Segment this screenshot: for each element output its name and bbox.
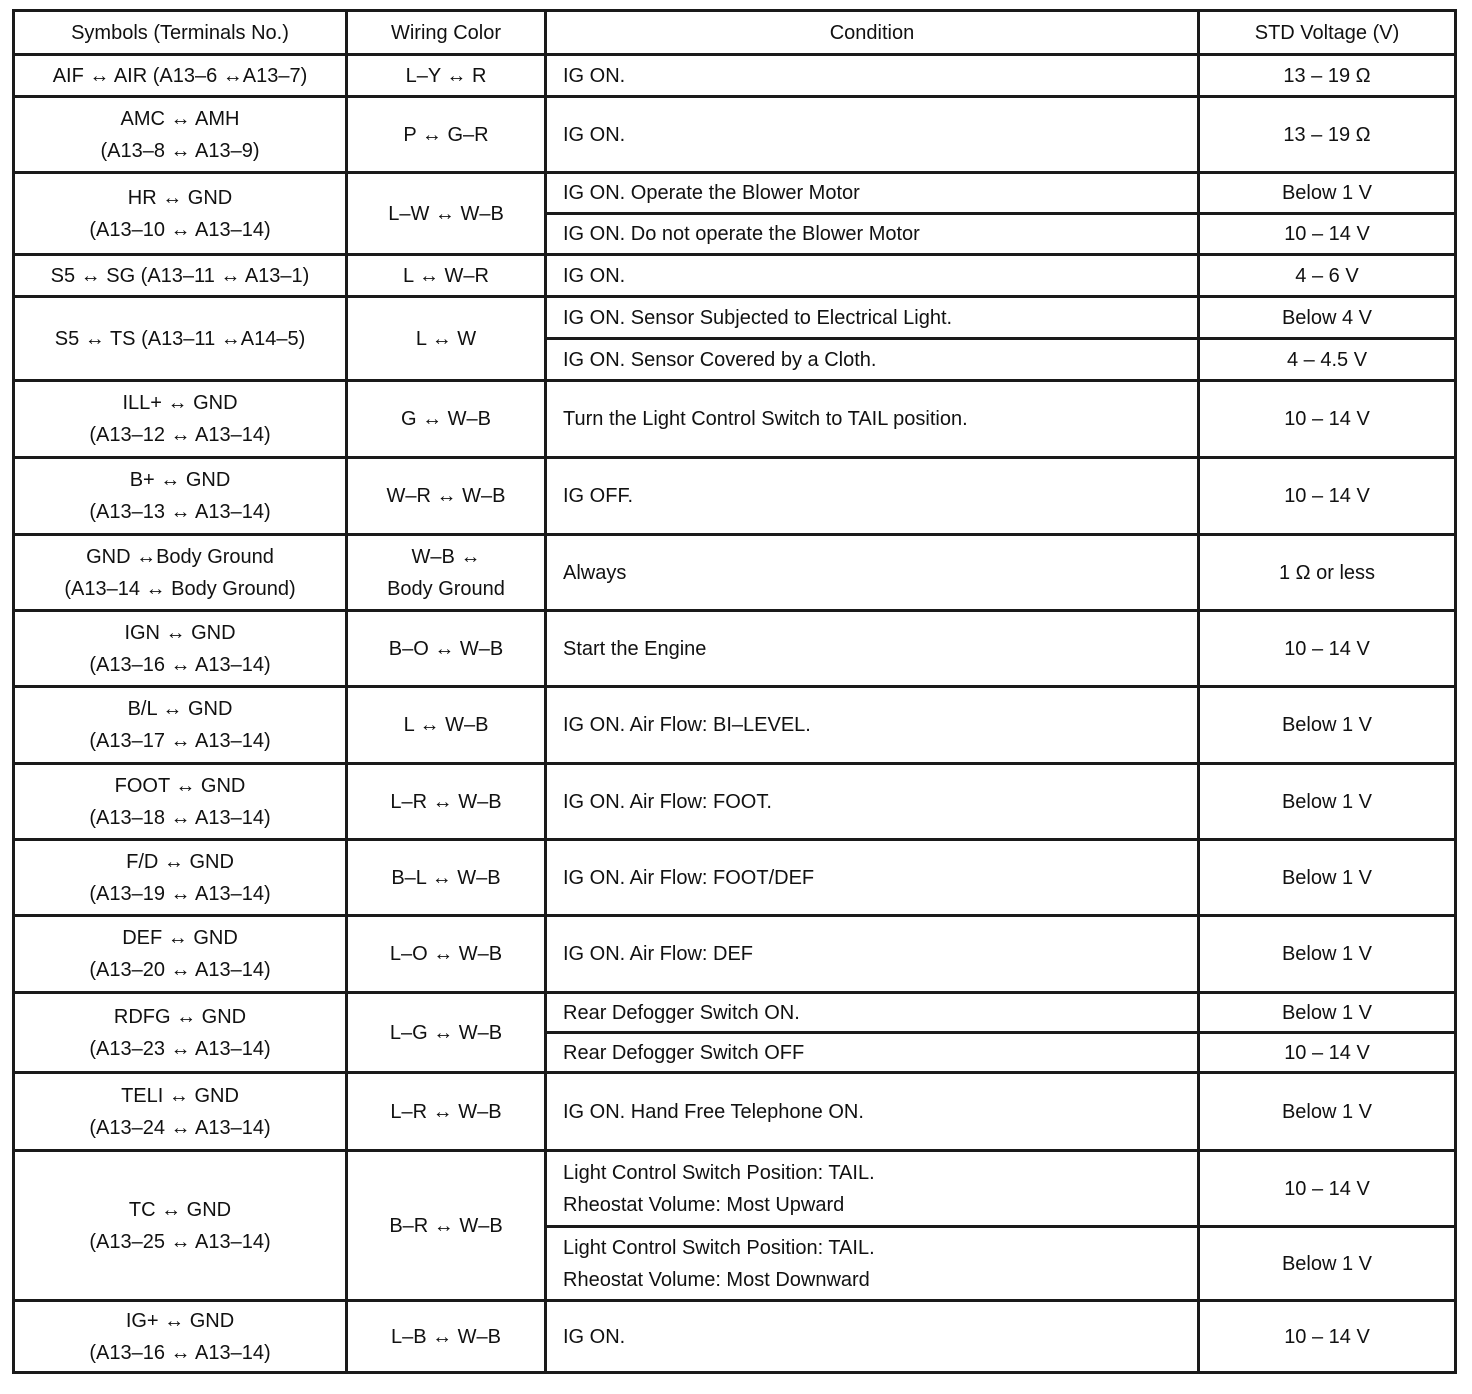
symbol-cell: B/L ↔ GND (A13–17 ↔ A13–14) [14,687,347,764]
condition-cell: Light Control Switch Position: TAIL. Rheostat Volume: Most Upward [546,1151,1199,1227]
header-wiring-color: Wiring Color [347,11,546,55]
wiring-color-cell: L–B ↔ W–B [347,1301,546,1373]
terminal-voltage-table [12,9,1457,1374]
symbol-cell: IG+ ↔ GND (A13–16 ↔ A13–14) [14,1301,347,1373]
table-row [14,297,1456,339]
voltage-cell: 10 – 14 V [1199,1301,1456,1373]
header-row [14,11,1456,55]
wiring-color-cell: B–R ↔ W–B [347,1151,546,1301]
wiring-color-cell: W–R ↔ W–B [347,458,546,535]
condition-cell: IG ON. Do not operate the Blower Motor [546,214,1199,255]
voltage-cell: 10 – 14 V [1199,458,1456,535]
table-body [14,55,1456,1373]
wiring-color-cell: L–Y ↔ R [347,55,546,97]
condition-cell: IG ON. [546,97,1199,173]
voltage-cell: 10 – 14 V [1199,214,1456,255]
header-symbols: Symbols (Terminals No.) [14,11,347,55]
table-row [14,1151,1456,1227]
voltage-cell: 4 – 4.5 V [1199,339,1456,381]
voltage-cell: Below 1 V [1199,687,1456,764]
table-row [14,97,1456,173]
voltage-cell: 1 Ω or less [1199,535,1456,611]
table-row [14,535,1456,611]
wiring-color-cell: L ↔ W–R [347,255,546,297]
table-row [14,1073,1456,1151]
voltage-cell: Below 1 V [1199,916,1456,993]
voltage-cell: Below 1 V [1199,1073,1456,1151]
table-row [14,255,1456,297]
voltage-cell: Below 1 V [1199,764,1456,840]
condition-cell: IG ON. Air Flow: DEF [546,916,1199,993]
table-row [14,840,1456,916]
wiring-color-cell: L–R ↔ W–B [347,1073,546,1151]
symbol-cell: F/D ↔ GND (A13–19 ↔ A13–14) [14,840,347,916]
condition-cell: IG ON. Air Flow: FOOT/DEF [546,840,1199,916]
table-row [14,173,1456,214]
condition-cell: IG ON. Hand Free Telephone ON. [546,1073,1199,1151]
table-row [14,1301,1456,1373]
condition-cell: IG ON. Operate the Blower Motor [546,173,1199,214]
condition-cell: IG ON. Sensor Subjected to Electrical Light. [546,297,1199,339]
condition-cell: Light Control Switch Position: TAIL. Rheostat Volume: Most Downward [546,1227,1199,1301]
voltage-cell: 13 – 19 Ω [1199,55,1456,97]
header-std-voltage: STD Voltage (V) [1199,11,1456,55]
condition-cell: Rear Defogger Switch OFF [546,1033,1199,1073]
symbol-cell: TELI ↔ GND (A13–24 ↔ A13–14) [14,1073,347,1151]
condition-cell: IG ON. [546,55,1199,97]
symbol-cell: B+ ↔ GND (A13–13 ↔ A13–14) [14,458,347,535]
wiring-color-cell: G ↔ W–B [347,381,546,458]
voltage-cell: Below 1 V [1199,173,1456,214]
symbol-cell: S5 ↔ SG (A13–11 ↔ A13–1) [14,255,347,297]
condition-cell: IG ON. Sensor Covered by a Cloth. [546,339,1199,381]
voltage-cell: Below 1 V [1199,993,1456,1033]
voltage-cell: 10 – 14 V [1199,1151,1456,1227]
symbol-cell: IGN ↔ GND (A13–16 ↔ A13–14) [14,611,347,687]
symbol-cell: RDFG ↔ GND (A13–23 ↔ A13–14) [14,993,347,1073]
voltage-cell: 10 – 14 V [1199,1033,1456,1073]
wiring-color-cell: L ↔ W–B [347,687,546,764]
table-row [14,458,1456,535]
table-row [14,764,1456,840]
condition-cell: IG ON. [546,1301,1199,1373]
condition-cell: Always [546,535,1199,611]
symbol-cell: FOOT ↔ GND (A13–18 ↔ A13–14) [14,764,347,840]
voltage-cell: Below 1 V [1199,840,1456,916]
wiring-color-cell: L–R ↔ W–B [347,764,546,840]
voltage-cell: 13 – 19 Ω [1199,97,1456,173]
voltage-cell: 10 – 14 V [1199,381,1456,458]
wiring-color-cell: B–O ↔ W–B [347,611,546,687]
condition-cell: IG ON. Air Flow: FOOT. [546,764,1199,840]
symbol-cell: AIF ↔ AIR (A13–6 ↔A13–7) [14,55,347,97]
condition-cell: IG ON. Air Flow: BI–LEVEL. [546,687,1199,764]
table-row [14,55,1456,97]
voltage-cell: Below 4 V [1199,297,1456,339]
voltage-cell: Below 1 V [1199,1227,1456,1301]
table-row [14,611,1456,687]
condition-cell: Turn the Light Control Switch to TAIL position. [546,381,1199,458]
symbol-cell: TC ↔ GND (A13–25 ↔ A13–14) [14,1151,347,1301]
table-row [14,381,1456,458]
wiring-color-cell: L ↔ W [347,297,546,381]
wiring-color-cell: W–B ↔ Body Ground [347,535,546,611]
wiring-color-cell: B–L ↔ W–B [347,840,546,916]
wiring-color-cell: L–G ↔ W–B [347,993,546,1073]
wiring-color-cell: L–O ↔ W–B [347,916,546,993]
table-row [14,916,1456,993]
condition-cell: Start the Engine [546,611,1199,687]
table-row [14,993,1456,1033]
symbol-cell: S5 ↔ TS (A13–11 ↔A14–5) [14,297,347,381]
wiring-color-cell: L–W ↔ W–B [347,173,546,255]
header-condition: Condition [546,11,1199,55]
wiring-color-cell: P ↔ G–R [347,97,546,173]
condition-cell: Rear Defogger Switch ON. [546,993,1199,1033]
table-row [14,687,1456,764]
voltage-cell: 4 – 6 V [1199,255,1456,297]
symbol-cell: ILL+ ↔ GND (A13–12 ↔ A13–14) [14,381,347,458]
symbol-cell: DEF ↔ GND (A13–20 ↔ A13–14) [14,916,347,993]
symbol-cell: GND ↔Body Ground (A13–14 ↔ Body Ground) [14,535,347,611]
symbol-cell: HR ↔ GND (A13–10 ↔ A13–14) [14,173,347,255]
voltage-cell: 10 – 14 V [1199,611,1456,687]
symbol-cell: AMC ↔ AMH (A13–8 ↔ A13–9) [14,97,347,173]
condition-cell: IG ON. [546,255,1199,297]
condition-cell: IG OFF. [546,458,1199,535]
